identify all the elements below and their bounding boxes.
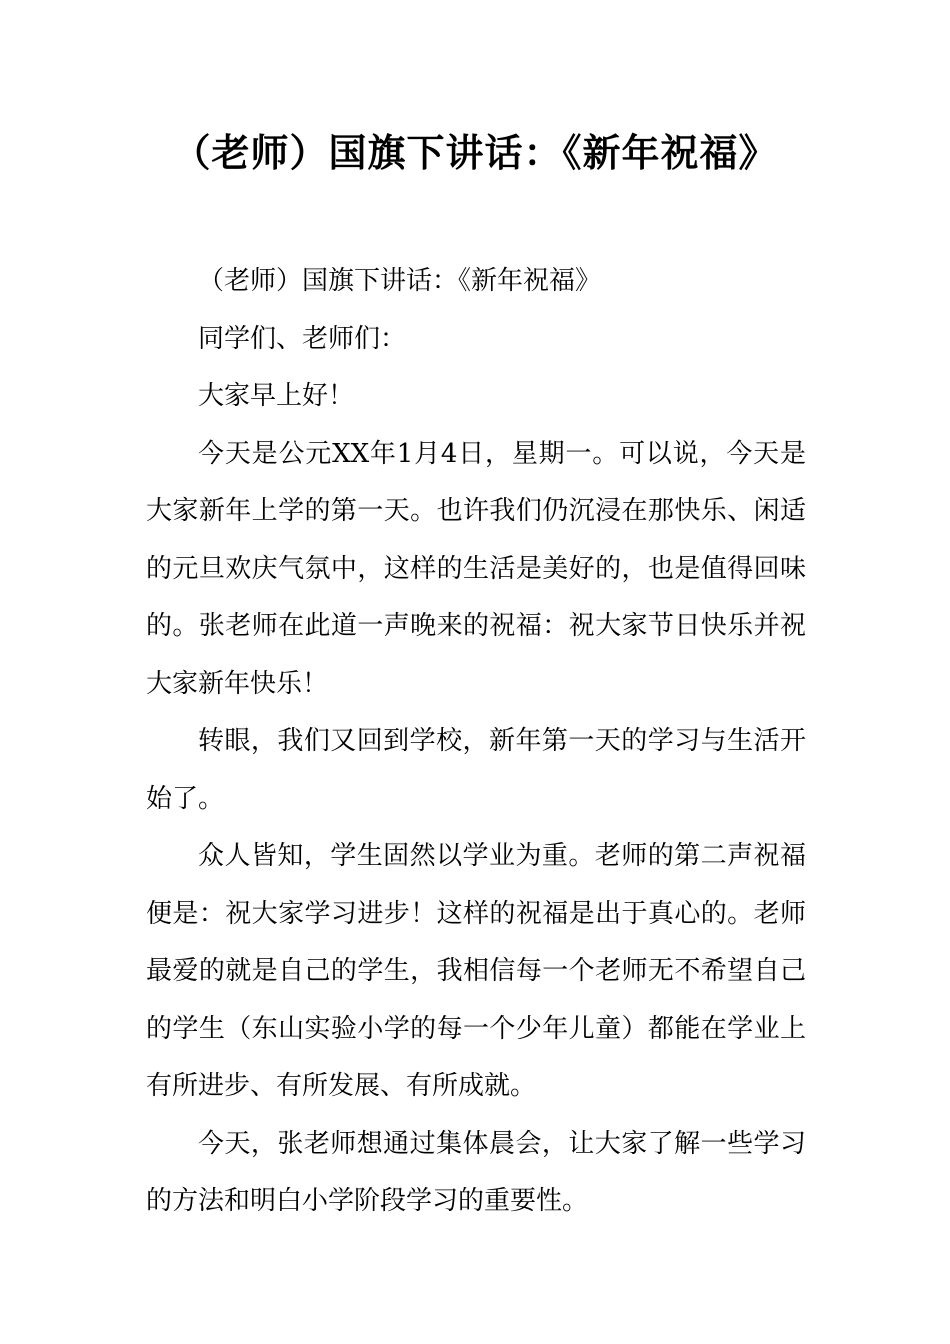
- paragraph-salutation: 同学们、老师们：: [198, 323, 407, 354]
- paragraph-back-to-school: 转眼，我们又回到学校，新年第一天的学习与生活开始了。: [146, 726, 806, 814]
- paragraph-greeting: 大家早上好！: [198, 381, 355, 411]
- paragraph-learning-methods: 今天，张老师想通过集体晨会，让大家了解一些学习的方法和明白小学阶段学习的重要性。: [146, 1128, 806, 1216]
- document-title: （老师）国旗下讲话：《新年祝福》: [172, 130, 778, 175]
- paragraph-study-wishes: 众人皆知，学生固然以学业为重。老师的第二声祝福便是：祝大家学习进步！这样的祝福是出于真心的。老师最爱的就是自己的学生，我相信每一个老师无不希望自己的学生（东山实验小学的每一个少年儿童）都能在学业上有所进步、有所发展、有所成就。: [146, 841, 806, 1101]
- paragraph-subtitle: （老师）国旗下讲话：《新年祝福》: [198, 266, 602, 296]
- paragraph-new-year: 今天是公元XX年1月4日，星期一。可以说，今天是大家新年上学的第一天。也许我们仍沉浸在那快乐、闲适的元旦欢庆气氛中，这样的生活是美好的，也是值得回味的。张老师在此道一声晚来的祝福：祝大家节日快乐并祝大家新年快乐！: [146, 438, 806, 699]
- document-body: [146, 253, 806, 1231]
